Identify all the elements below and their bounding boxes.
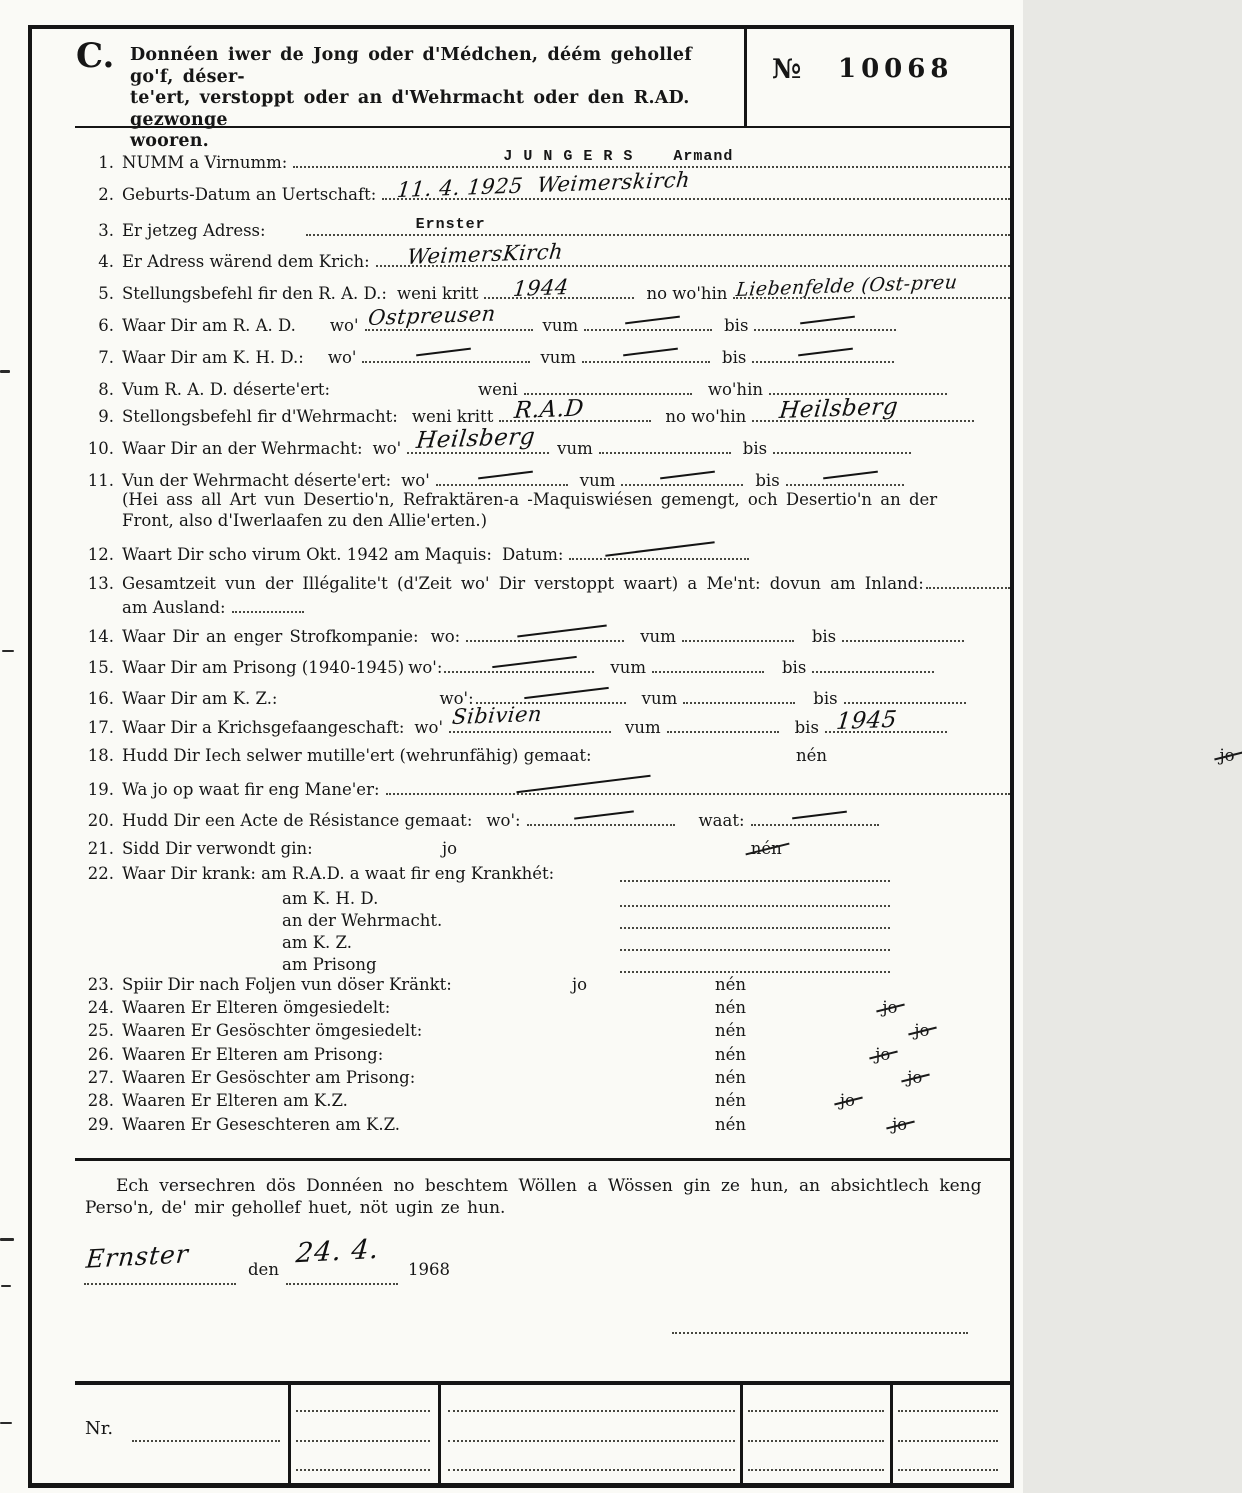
dotted-line bbox=[132, 1440, 280, 1442]
row-number: 8. bbox=[98, 380, 114, 399]
form-row-13-line2 bbox=[122, 595, 1010, 617]
field-label: Spiir Dir nach Foljen vun döser Kränkt: bbox=[122, 975, 452, 994]
handwritten-dash bbox=[660, 471, 715, 480]
dotted-line bbox=[667, 715, 779, 733]
form-row-22 bbox=[80, 864, 1010, 883]
field-label: Waaren Er Elteren am Prisong: bbox=[122, 1045, 384, 1064]
handwritten-dash bbox=[625, 316, 680, 325]
row-number: 15. bbox=[87, 658, 114, 677]
dotted-line bbox=[582, 345, 710, 363]
field-label: vum bbox=[579, 471, 616, 490]
option-jo: jo bbox=[907, 1068, 923, 1087]
row-number: 4. bbox=[98, 252, 114, 271]
option-jo: jo bbox=[892, 1115, 908, 1134]
table-cell-dotted bbox=[296, 1469, 430, 1471]
form-row-17 bbox=[80, 701, 1010, 737]
field-label: vum bbox=[610, 658, 646, 677]
row-number: 27. bbox=[87, 1068, 114, 1087]
row-number: 14. bbox=[87, 627, 114, 646]
dotted-line bbox=[620, 905, 890, 907]
form-title-line1: Donnéen iwer de Jong oder d'Médchen, déém gehollef go'f, déser- bbox=[130, 45, 692, 87]
field-label: bis bbox=[794, 718, 819, 737]
form-row-23 bbox=[80, 975, 1010, 994]
dotted-line bbox=[365, 301, 533, 331]
row-number: 13. bbox=[87, 574, 114, 593]
form-row-20 bbox=[80, 808, 1010, 830]
option-nen: nén bbox=[750, 839, 782, 858]
option-jo: jo bbox=[572, 975, 588, 994]
handwritten-dash bbox=[524, 687, 609, 699]
option-nen: nén bbox=[715, 998, 747, 1017]
field-label: no wo'hin bbox=[646, 284, 728, 303]
dotted-line bbox=[484, 274, 634, 301]
number-sign: № bbox=[772, 54, 802, 85]
dotted-line bbox=[232, 595, 304, 613]
field-label: bis bbox=[722, 348, 747, 367]
handwritten-dash bbox=[623, 348, 678, 357]
form-row-22-sub2 bbox=[282, 911, 442, 930]
field-label: waat: bbox=[698, 811, 745, 830]
form-row-28 bbox=[80, 1091, 1010, 1110]
field-label: am Ausland: bbox=[122, 598, 226, 617]
field-label: am K. H. D. bbox=[282, 889, 379, 908]
field-label: weni kritt bbox=[411, 407, 494, 426]
field-label: Waar Dir am K. H. D.: bbox=[122, 348, 304, 367]
dotted-line bbox=[382, 167, 1010, 202]
row-number: 7. bbox=[98, 348, 114, 367]
handwritten-value: Ostpreusen bbox=[366, 301, 497, 330]
field-label: Waaren Er Gesöschter am Prisong: bbox=[122, 1068, 416, 1087]
row-number: 29. bbox=[87, 1115, 114, 1134]
scan-artifact bbox=[1, 1285, 11, 1287]
dotted-line bbox=[599, 436, 731, 454]
handwritten-dash bbox=[516, 775, 650, 793]
dotted-line bbox=[286, 1283, 398, 1285]
handwritten-value: R.A.D bbox=[513, 395, 586, 424]
handwritten-dash bbox=[493, 656, 578, 668]
form-title-line2: te'ert, verstoppt oder an d'Wehrmacht oder den R.AD. gezwonge bbox=[130, 88, 690, 130]
scan-artifact bbox=[0, 370, 10, 373]
field-label: Stellungsbefehl fir den R. A. D.: bbox=[122, 284, 387, 303]
handwritten-value: Heilsberg bbox=[778, 393, 900, 424]
field-label: wo: bbox=[430, 627, 461, 646]
field-label: Er Adress wärend dem Krich: bbox=[122, 252, 370, 271]
form-row-11 bbox=[80, 468, 1010, 490]
dotted-line bbox=[682, 624, 794, 642]
field-label: wo': bbox=[486, 811, 521, 830]
field-label: wo' bbox=[401, 471, 430, 490]
field-label: bis bbox=[813, 689, 838, 708]
handwritten-value: 11. 4. 1925 Weimerskirch bbox=[396, 167, 692, 202]
field-label: Waar Dir am R. A. D. bbox=[122, 316, 296, 335]
table-cell-dotted bbox=[898, 1440, 998, 1442]
dotted-line bbox=[751, 808, 879, 826]
field-label: bis bbox=[782, 658, 807, 677]
field-label: Waar Dir am K. Z.: bbox=[122, 689, 278, 708]
border-bottom bbox=[28, 1483, 1014, 1488]
field-label: Vum R. A. D. déserte'ert: bbox=[122, 380, 331, 399]
dotted-line bbox=[773, 436, 911, 454]
option-nen: nén bbox=[715, 1091, 747, 1110]
row-number: 3. bbox=[98, 221, 114, 240]
form-row-16 bbox=[80, 686, 1010, 708]
row-number: 21. bbox=[87, 839, 114, 858]
form-number: 10068 bbox=[838, 54, 954, 84]
field-label: vum bbox=[625, 718, 661, 737]
table-vertical-2 bbox=[438, 1385, 441, 1484]
row-number: 1. bbox=[98, 153, 114, 172]
form-row-18 bbox=[80, 746, 1235, 765]
handwritten-dash bbox=[478, 471, 533, 480]
table-vertical-3 bbox=[740, 1385, 743, 1484]
field-label: wo': bbox=[408, 658, 443, 677]
section-separator bbox=[75, 1158, 1012, 1161]
form-row-26 bbox=[80, 1045, 1010, 1064]
form-row-3 bbox=[80, 218, 1010, 240]
field-label: Er jetzeg Adress: bbox=[122, 221, 266, 240]
option-jo: jo bbox=[875, 1045, 891, 1064]
dotted-line bbox=[754, 313, 896, 331]
table-cell-dotted bbox=[296, 1410, 430, 1412]
field-label: Hudd Dir Iech selwer mutille'ert (wehrunfähig) gemaat: bbox=[122, 746, 592, 765]
border-left bbox=[28, 25, 32, 1487]
table-vertical-1 bbox=[288, 1385, 291, 1484]
form-title-line3: wooren. bbox=[130, 131, 209, 151]
table-top-rule bbox=[75, 1381, 1012, 1385]
field-label: wo'hin bbox=[707, 380, 763, 399]
row-number: 16. bbox=[87, 689, 114, 708]
row-number: 26. bbox=[87, 1045, 114, 1064]
option-nen: nén bbox=[796, 746, 828, 765]
form-row-7 bbox=[80, 345, 1010, 367]
field-label: Waaren Er Geseschteren am K.Z. bbox=[122, 1115, 401, 1134]
scan-artifact bbox=[0, 1422, 12, 1424]
table-cell-dotted bbox=[448, 1440, 735, 1442]
field-label: vum bbox=[557, 439, 593, 458]
field-label: bis bbox=[755, 471, 780, 490]
field-label: Waar Dir a Krichsgefaangeschaft: bbox=[122, 718, 405, 737]
form-row-24 bbox=[80, 998, 1010, 1017]
dotted-line bbox=[407, 423, 549, 454]
field-label: Waaren Er Elteren am K.Z. bbox=[122, 1091, 348, 1110]
border-top bbox=[28, 25, 1014, 29]
form-row-14 bbox=[80, 624, 1010, 646]
handwritten-value: Heilsberg bbox=[415, 423, 537, 454]
dotted-line bbox=[752, 345, 894, 363]
dotted-line bbox=[376, 239, 1010, 269]
form-row-22-sub1 bbox=[282, 889, 378, 908]
handwritten-dash bbox=[824, 471, 879, 480]
field-label: wo' bbox=[329, 316, 359, 335]
form-row-15 bbox=[80, 655, 1010, 677]
field-label: bis bbox=[724, 316, 749, 335]
form-row-19 bbox=[80, 777, 1010, 799]
field-label: Waar Dir an der Wehrmacht: bbox=[122, 439, 363, 458]
table-cell-dotted bbox=[898, 1410, 998, 1412]
typed-value: J U N G E R S Armand bbox=[503, 148, 734, 165]
dotted-line bbox=[769, 377, 947, 395]
table-cell-dotted bbox=[448, 1410, 735, 1412]
form-row-22-sub4 bbox=[282, 955, 377, 974]
field-label: Stellongsbefehl fir d'Wehrmacht: bbox=[122, 407, 398, 426]
field-label: vum bbox=[640, 627, 676, 646]
row-number: 17. bbox=[87, 718, 114, 737]
field-label: am K. Z. bbox=[282, 933, 352, 952]
form-row-21 bbox=[80, 839, 1010, 858]
field-label: Datum: bbox=[501, 545, 564, 564]
handwritten-value: Sibivien bbox=[451, 701, 544, 729]
option-jo: jo bbox=[914, 1021, 930, 1040]
option-nen: nén bbox=[715, 1068, 747, 1087]
table-cell-dotted bbox=[748, 1469, 884, 1471]
option-jo: jo bbox=[442, 839, 458, 858]
dotted-line bbox=[825, 706, 947, 735]
row-11-note-line2: Front, also d'Iwerlaafen zu den Allie'erten.) bbox=[122, 511, 488, 530]
header-divider bbox=[744, 25, 747, 128]
handwritten-date: 24. 4. bbox=[294, 1233, 381, 1270]
option-jo: jo bbox=[882, 998, 898, 1017]
dotted-line bbox=[569, 542, 749, 560]
table-cell-dotted bbox=[448, 1469, 735, 1471]
row-number: 2. bbox=[98, 185, 114, 204]
form-row-6 bbox=[80, 301, 1010, 335]
option-nen: nén bbox=[715, 1021, 747, 1040]
field-label: NUMM a Virnumm: bbox=[122, 153, 288, 172]
dotted-line bbox=[786, 468, 904, 486]
dotted-line bbox=[620, 927, 890, 929]
form-row-5 bbox=[80, 271, 1010, 303]
handwritten-dash bbox=[606, 541, 715, 556]
form-row-2 bbox=[80, 167, 1010, 204]
field-label: vum bbox=[641, 689, 678, 708]
nr-label: Nr. bbox=[85, 1418, 114, 1439]
field-label: bis bbox=[811, 627, 837, 646]
dotted-line bbox=[449, 701, 611, 733]
dotted-line bbox=[444, 655, 594, 673]
dotted-line bbox=[733, 271, 1010, 301]
field-label: Sidd Dir verwondt gin: bbox=[122, 839, 313, 858]
row-number: 10. bbox=[87, 439, 114, 458]
row-number: 11. bbox=[87, 471, 114, 490]
form-row-29 bbox=[80, 1115, 1010, 1134]
dotted-line bbox=[842, 624, 964, 642]
dotted-line bbox=[844, 686, 966, 704]
handwritten-dash bbox=[792, 811, 847, 820]
row-number: 19. bbox=[87, 780, 114, 799]
handwritten-value: 1945 bbox=[834, 706, 899, 735]
field-label: an der Wehrmacht. bbox=[282, 911, 443, 930]
option-jo: jo bbox=[1219, 746, 1235, 765]
row-number: 28. bbox=[87, 1091, 114, 1110]
form-row-12 bbox=[80, 542, 1010, 564]
handwritten-dash bbox=[416, 348, 471, 357]
option-nen: nén bbox=[715, 1115, 747, 1134]
option-jo: jo bbox=[839, 1091, 855, 1110]
den-label: den bbox=[248, 1260, 279, 1279]
dotted-line bbox=[620, 971, 890, 973]
handwritten-dash bbox=[798, 348, 853, 357]
handwritten-dash bbox=[517, 625, 607, 638]
field-label: wo' bbox=[414, 718, 444, 737]
row-number: 20. bbox=[87, 811, 114, 830]
form-row-25 bbox=[80, 1021, 1010, 1040]
dotted-line bbox=[293, 150, 1010, 168]
typed-value: Ernster bbox=[415, 216, 486, 233]
dotted-line bbox=[620, 880, 890, 882]
dotted-line bbox=[476, 686, 626, 704]
form-row-4 bbox=[80, 239, 1010, 271]
table-cell-dotted bbox=[898, 1469, 998, 1471]
form-title bbox=[130, 45, 742, 153]
row-number: 22. bbox=[87, 864, 114, 883]
form-row-22-sub3 bbox=[282, 933, 352, 952]
handwritten-value: WeimersKirch bbox=[405, 239, 565, 269]
handwritten-value: 1944 bbox=[512, 274, 571, 301]
dotted-line bbox=[362, 345, 530, 363]
form-row-9 bbox=[80, 393, 1010, 426]
field-label: Gesamtzeit vun der Illégalite't (d'Zeit wo' Dir verstoppt waart) a Me'nt: dovun am Inland: bbox=[122, 574, 924, 593]
row-number: 5. bbox=[98, 284, 114, 303]
field-label: Waaren Er Elteren ömgesiedelt: bbox=[122, 998, 391, 1017]
row-number: 6. bbox=[98, 316, 114, 335]
field-label: weni bbox=[478, 380, 518, 399]
form-row-13 bbox=[80, 571, 1010, 593]
field-label: no wo'hin bbox=[665, 407, 747, 426]
row-number: 23. bbox=[87, 975, 114, 994]
scan-artifact bbox=[0, 1238, 14, 1241]
field-label: Waart Dir scho virum Okt. 1942 am Maquis: bbox=[122, 545, 492, 564]
field-label: vum bbox=[540, 348, 577, 367]
dotted-line bbox=[926, 571, 1010, 589]
dotted-line bbox=[84, 1283, 236, 1285]
table-cell-dotted bbox=[748, 1440, 884, 1442]
field-label: wo' bbox=[372, 439, 402, 458]
table-cell-dotted bbox=[748, 1410, 884, 1412]
field-label: Waar Dir an enger Strofkompanie: bbox=[122, 627, 419, 646]
field-label: Waar Dir am Prisong (1940-1945) bbox=[122, 658, 405, 677]
field-label: Vun der Wehrmacht déserte'ert: bbox=[122, 471, 392, 490]
scan-artifact bbox=[2, 650, 14, 652]
field-label: wo': bbox=[439, 689, 474, 708]
form-row-1 bbox=[80, 150, 1010, 172]
row-number: 18. bbox=[87, 746, 114, 765]
field-label: Hudd Dir een Acte de Résistance gemaat: bbox=[122, 811, 473, 830]
dotted-line bbox=[386, 777, 1010, 795]
handwritten-value: Liebenfelde (Ost-preu bbox=[735, 271, 959, 301]
field-label: Waaren Er Gesöschter ömgesiedelt: bbox=[122, 1021, 423, 1040]
form-row-10 bbox=[80, 423, 1010, 458]
dotted-line bbox=[524, 377, 692, 395]
year-value: 1968 bbox=[408, 1260, 450, 1279]
border-right bbox=[1010, 25, 1014, 1487]
dotted-line bbox=[683, 686, 795, 704]
declaration-line2: Perso'n, de' mir gehollef huet, nöt ugin ze hun. bbox=[85, 1198, 506, 1218]
field-label: vum bbox=[542, 316, 579, 335]
dotted-line bbox=[812, 655, 934, 673]
field-label: Waar Dir krank: am R.A.D. a waat fir eng Krankhét: bbox=[122, 864, 555, 883]
field-label: Wa jo op waat fir eng Mane'er: bbox=[122, 780, 380, 799]
dotted-line bbox=[436, 468, 568, 486]
form-row-27 bbox=[80, 1068, 1010, 1087]
option-nen: nén bbox=[715, 975, 747, 994]
dotted-line bbox=[620, 949, 890, 951]
dotted-line bbox=[306, 218, 1010, 236]
section-letter: C. bbox=[76, 36, 115, 76]
dotted-line bbox=[652, 655, 764, 673]
dotted-line bbox=[752, 393, 974, 424]
option-nen: nén bbox=[715, 1045, 747, 1064]
dotted-line bbox=[499, 395, 651, 424]
signature-line bbox=[672, 1332, 968, 1334]
field-label: am Prisong bbox=[282, 955, 377, 974]
row-number: 12. bbox=[87, 545, 114, 564]
dotted-line bbox=[527, 808, 675, 826]
dotted-line bbox=[621, 468, 743, 486]
row-number: 24. bbox=[87, 998, 114, 1017]
field-label: wo' bbox=[327, 348, 357, 367]
declaration-line1: Ech versechren dös Donnéen no beschtem Wöllen a Wössen gin ze hun, an absichtlech keng bbox=[116, 1176, 982, 1196]
handwritten-dash bbox=[800, 316, 855, 325]
row-number: 9. bbox=[98, 407, 114, 426]
dotted-line bbox=[466, 624, 624, 642]
handwritten-place: Ernster bbox=[84, 1239, 191, 1274]
table-vertical-4 bbox=[890, 1385, 893, 1484]
dotted-line bbox=[584, 313, 712, 331]
row-11-note-line1: (Hei ass all Art vun Desertio'n, Refraktären-a -Maquiswiésen gemengt, och Desertio'n an der bbox=[122, 490, 938, 509]
field-label: Geburts-Datum an Uertschaft: bbox=[122, 185, 377, 204]
field-label: weni kritt bbox=[396, 284, 479, 303]
field-label: bis bbox=[742, 439, 768, 458]
table-cell-dotted bbox=[296, 1440, 430, 1442]
handwritten-dash bbox=[574, 810, 634, 819]
row-number: 25. bbox=[87, 1021, 114, 1040]
